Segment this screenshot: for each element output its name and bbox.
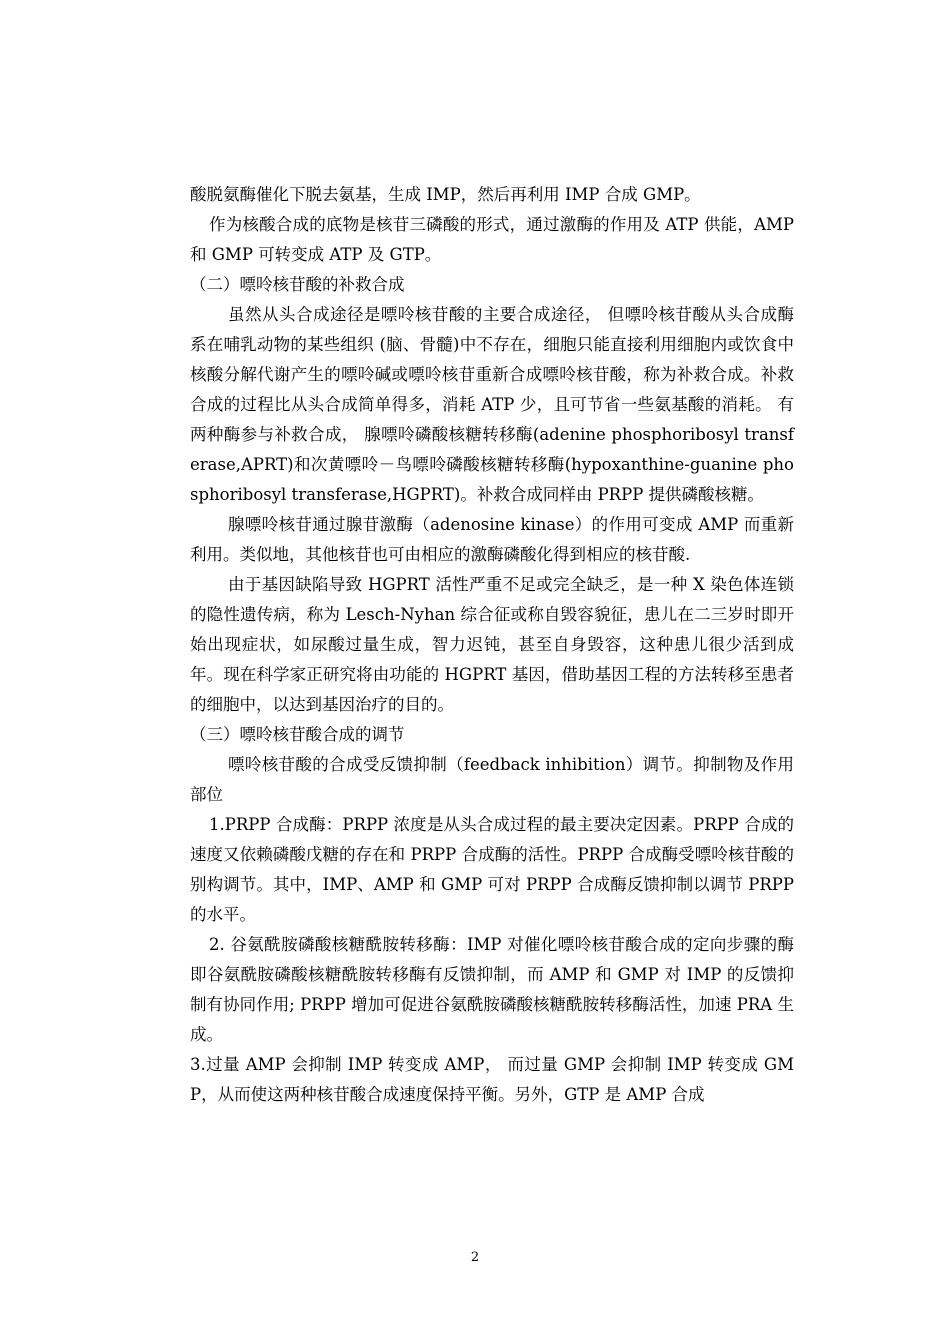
paragraph-feedback-inhibition: 嘌呤核苷酸的合成受反馈抑制（feedback inhibition）调节。抑制物及作用部位 xyxy=(190,755,794,804)
paragraph-continuation: 酸脱氨酶催化下脱去氨基，生成 IMP，然后再利用 IMP 合成 GMP。 xyxy=(190,185,701,204)
list-item-prpp-synthase: 1.PRPP 合成酶：PRPP 浓度是从头合成过程的最主要决定因素。PRPP 合成的速度又依赖磷酸戊糖的存在和 PRPP 合成酶的活性。PRPP 合成酶受嘌呤核苷酸的别构调节。其中，IMP、AMP 和 GMP 可对 PRPP 合成酶反馈抑制以调节 PRPP 的水平。 xyxy=(190,815,794,924)
section-heading-salvage: （二）嘌呤核苷酸的补救合成 xyxy=(190,275,405,294)
list-item-amidotransferase: 2. 谷氨酰胺磷酸核糖酰胺转移酶：IMP 对催化嘌呤核苷酸合成的定向步骤的酶即谷氨酰胺磷酸核糖酰胺转移酶有反馈抑制，而 AMP 和 GMP 对 IMP 的反馈抑制有协同作用; PRPP 增加可促进谷氨酰胺磷酸核糖酰胺转移酶活性，加速 PRA 生成。 xyxy=(190,935,794,1044)
paragraph-adenosine-kinase: 腺嘌呤核苷通过腺苷激酶（adenosine kinase）的作用可变成 AMP 而重新利用。类似地，其他核苷也可由相应的激酶磷酸化得到相应的核苷酸. xyxy=(190,515,794,564)
page-number: 2 xyxy=(470,1250,480,1265)
paragraph-lesch-nyhan: 由于基因缺陷导致 HGPRT 活性严重不足或完全缺乏，是一种 X 染色体连锁的隐性遗传病，称为 Lesch-Nyhan 综合征或称自毁容貌征，患儿在二三岁时即开始出现症状，如尿酸过量生成，智力迟钝，甚至自身毁容，这种患儿很少活到成年。现在科学家正研究将由功能的 HGPRT 基因，借助基因工程的方法转移至患者的细胞中，以达到基因治疗的目的。 xyxy=(190,575,794,714)
paragraph-substrate: 作为核酸合成的底物是核苷三磷酸的形式，通过激酶的作用及 ATP 供能，AMP 和 GMP 可转变成 ATP 及 GTP。 xyxy=(190,215,794,264)
list-item-amp-gmp-balance: 3.过量 AMP 会抑制 IMP 转变成 AMP， 而过量 GMP 会抑制 IMP 转变成 GMP，从而使这两种核苷酸合成速度保持平衡。另外，GTP 是 AMP 合成 xyxy=(190,1055,794,1104)
document-body xyxy=(190,180,794,1110)
paragraph-salvage-synthesis: 虽然从头合成途径是嘌呤核苷酸的主要合成途径， 但嘌呤核苷酸从头合成酶系在哺乳动物的某些组织 (脑、骨髓)中不存在，细胞只能直接利用细胞内或饮食中核酸分解代谢产生的嘌呤碱或嘌呤核苷重新合成嘌呤核苷酸，称为补救合成。补救合成的过程比从头合成简单得多，消耗 ATP 少，且可节省一些氨基酸的消耗。 有两种酶参与补救合成， 腺嘌呤磷酸核糖转移酶(adenine phosphoribosyl transferase,APRT)和次黄嘌呤－鸟嘌呤磷酸核糖转移酶(hypoxanthine-guanine phosphoribosyl transferase,HGPRT)。补救合成同样由 PRPP 提供磷酸核糖。 xyxy=(190,305,794,504)
section-heading-regulation: （三）嘌呤核苷酸合成的调节 xyxy=(190,725,405,744)
